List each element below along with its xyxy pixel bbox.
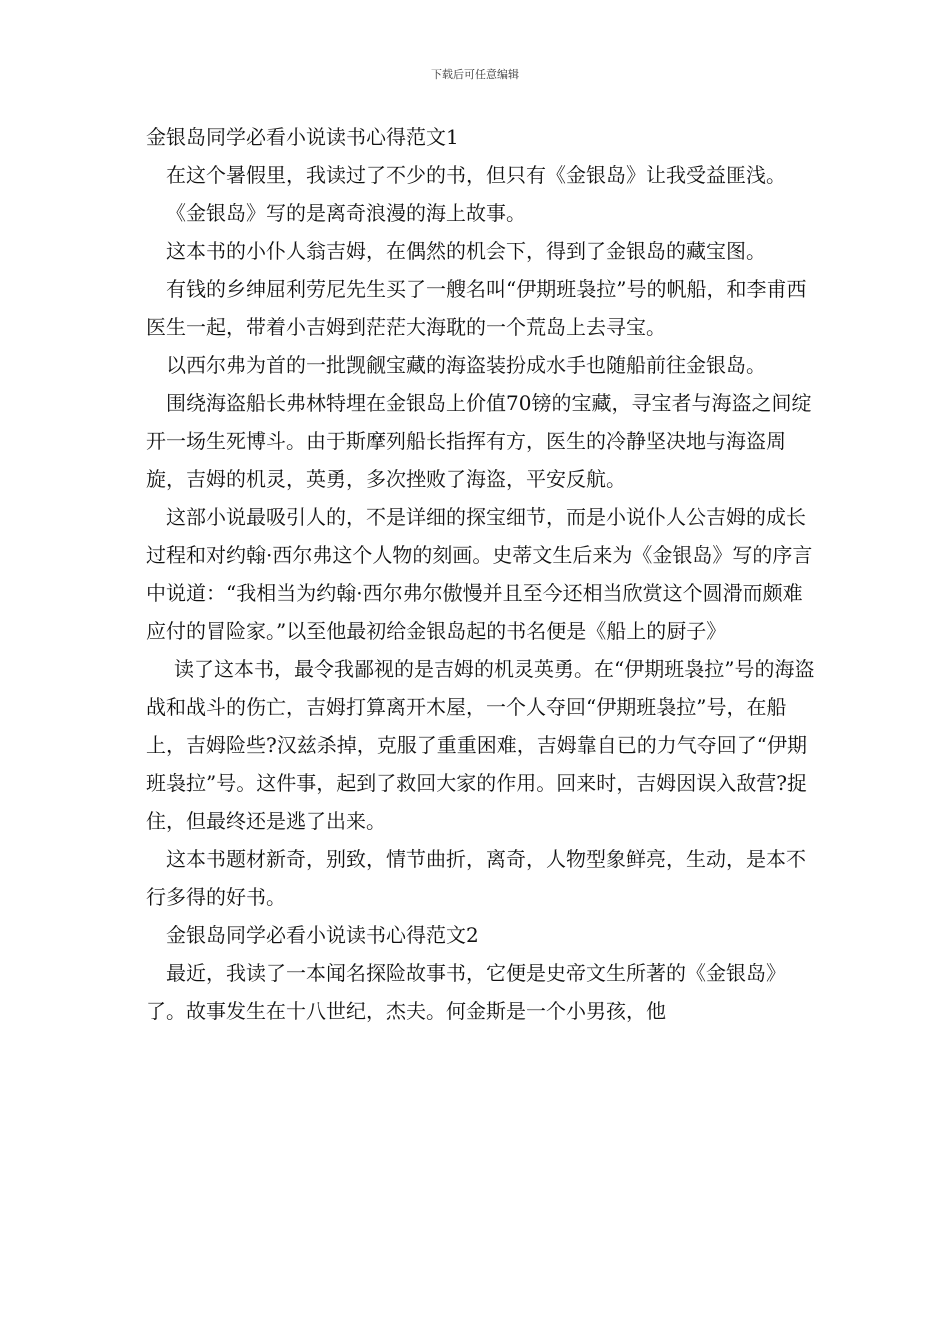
section-heading-2: 金银岛同学必看小说读书心得范文2 (166, 923, 479, 947)
paragraph: 有钱的乡绅屈利劳尼先生买了一艘名叫“伊期班袅拉”号的帆船，和李甫西医生一起，带着小吉姆到茫茫大海耽的一个荒岛上去寻宝。 (146, 277, 807, 339)
paragraph: 《金银岛》写的是离奇浪漫的海上故事。 (166, 201, 526, 225)
page-header: 下载后可任意编辑 (431, 68, 519, 81)
paragraph: 这本书的小仆人翁吉姆，在偶然的机会下，得到了金银岛的藏宝图。 (166, 239, 766, 263)
paragraph: 在这个暑假里，我读过了不少的书，但只有《金银岛》让我受益匪浅。 (166, 163, 786, 187)
paragraph: 围绕海盗船长弗林特埋在金银岛上价值70镑的宝藏，寻宝者与海盗之间绽开一场生死博斗。由于斯摩列船长指挥有方，医生的冷静坚决地与海盗周旋，吉姆的机灵，英勇，多次挫败了海盗，平安反航。 (146, 391, 812, 491)
paragraph: 最近，我读了一本闻名探险故事书，它便是史帝文生所著的《金银岛》了。故事发生在十八世纪，杰夫。何金斯是一个小男孩，他 (146, 961, 786, 1023)
section-heading-1: 金银岛同学必看小说读书心得范文1 (146, 125, 459, 149)
paragraph: 以西尔弗为首的一批觊觎宝藏的海盗装扮成水手也随船前往金银岛。 (166, 353, 766, 377)
paragraph: 这本书题材新奇，别致，情节曲折，离奇，人物型象鲜亮，生动，是本不行多得的好书。 (146, 847, 806, 909)
document-body (146, 118, 816, 1030)
paragraph: 读了这本书，最令我鄙视的是吉姆的机灵英勇。在“伊期班袅拉”号的海盗战和战斗的伤亡，吉姆打算离开木屋，一个人夺回“伊期班袅拉”号，在船上，吉姆险些?汉兹杀掉，克服了重重困难，吉姆靠自已的力气夺回了“伊期班袅拉”号。这件事，起到了救回大家的作用。回来时，吉姆因误入敌营?捉住，但最终还是逃了出来。 (146, 657, 815, 833)
paragraph: 这部小说最吸引人的，不是详细的探宝细节，而是小说仆人公吉姆的成长过程和对约翰·西尔弗这个人物的刻画。史蒂文生后来为《金银岛》写的序言中说道：“我相当为约翰·西尔弗尔傲慢并且至今还相当欣赏这个圆滑而颇难应付的冒险家。”以至他最初给金银岛起的书名便是《船上的厨子》 (146, 505, 813, 643)
